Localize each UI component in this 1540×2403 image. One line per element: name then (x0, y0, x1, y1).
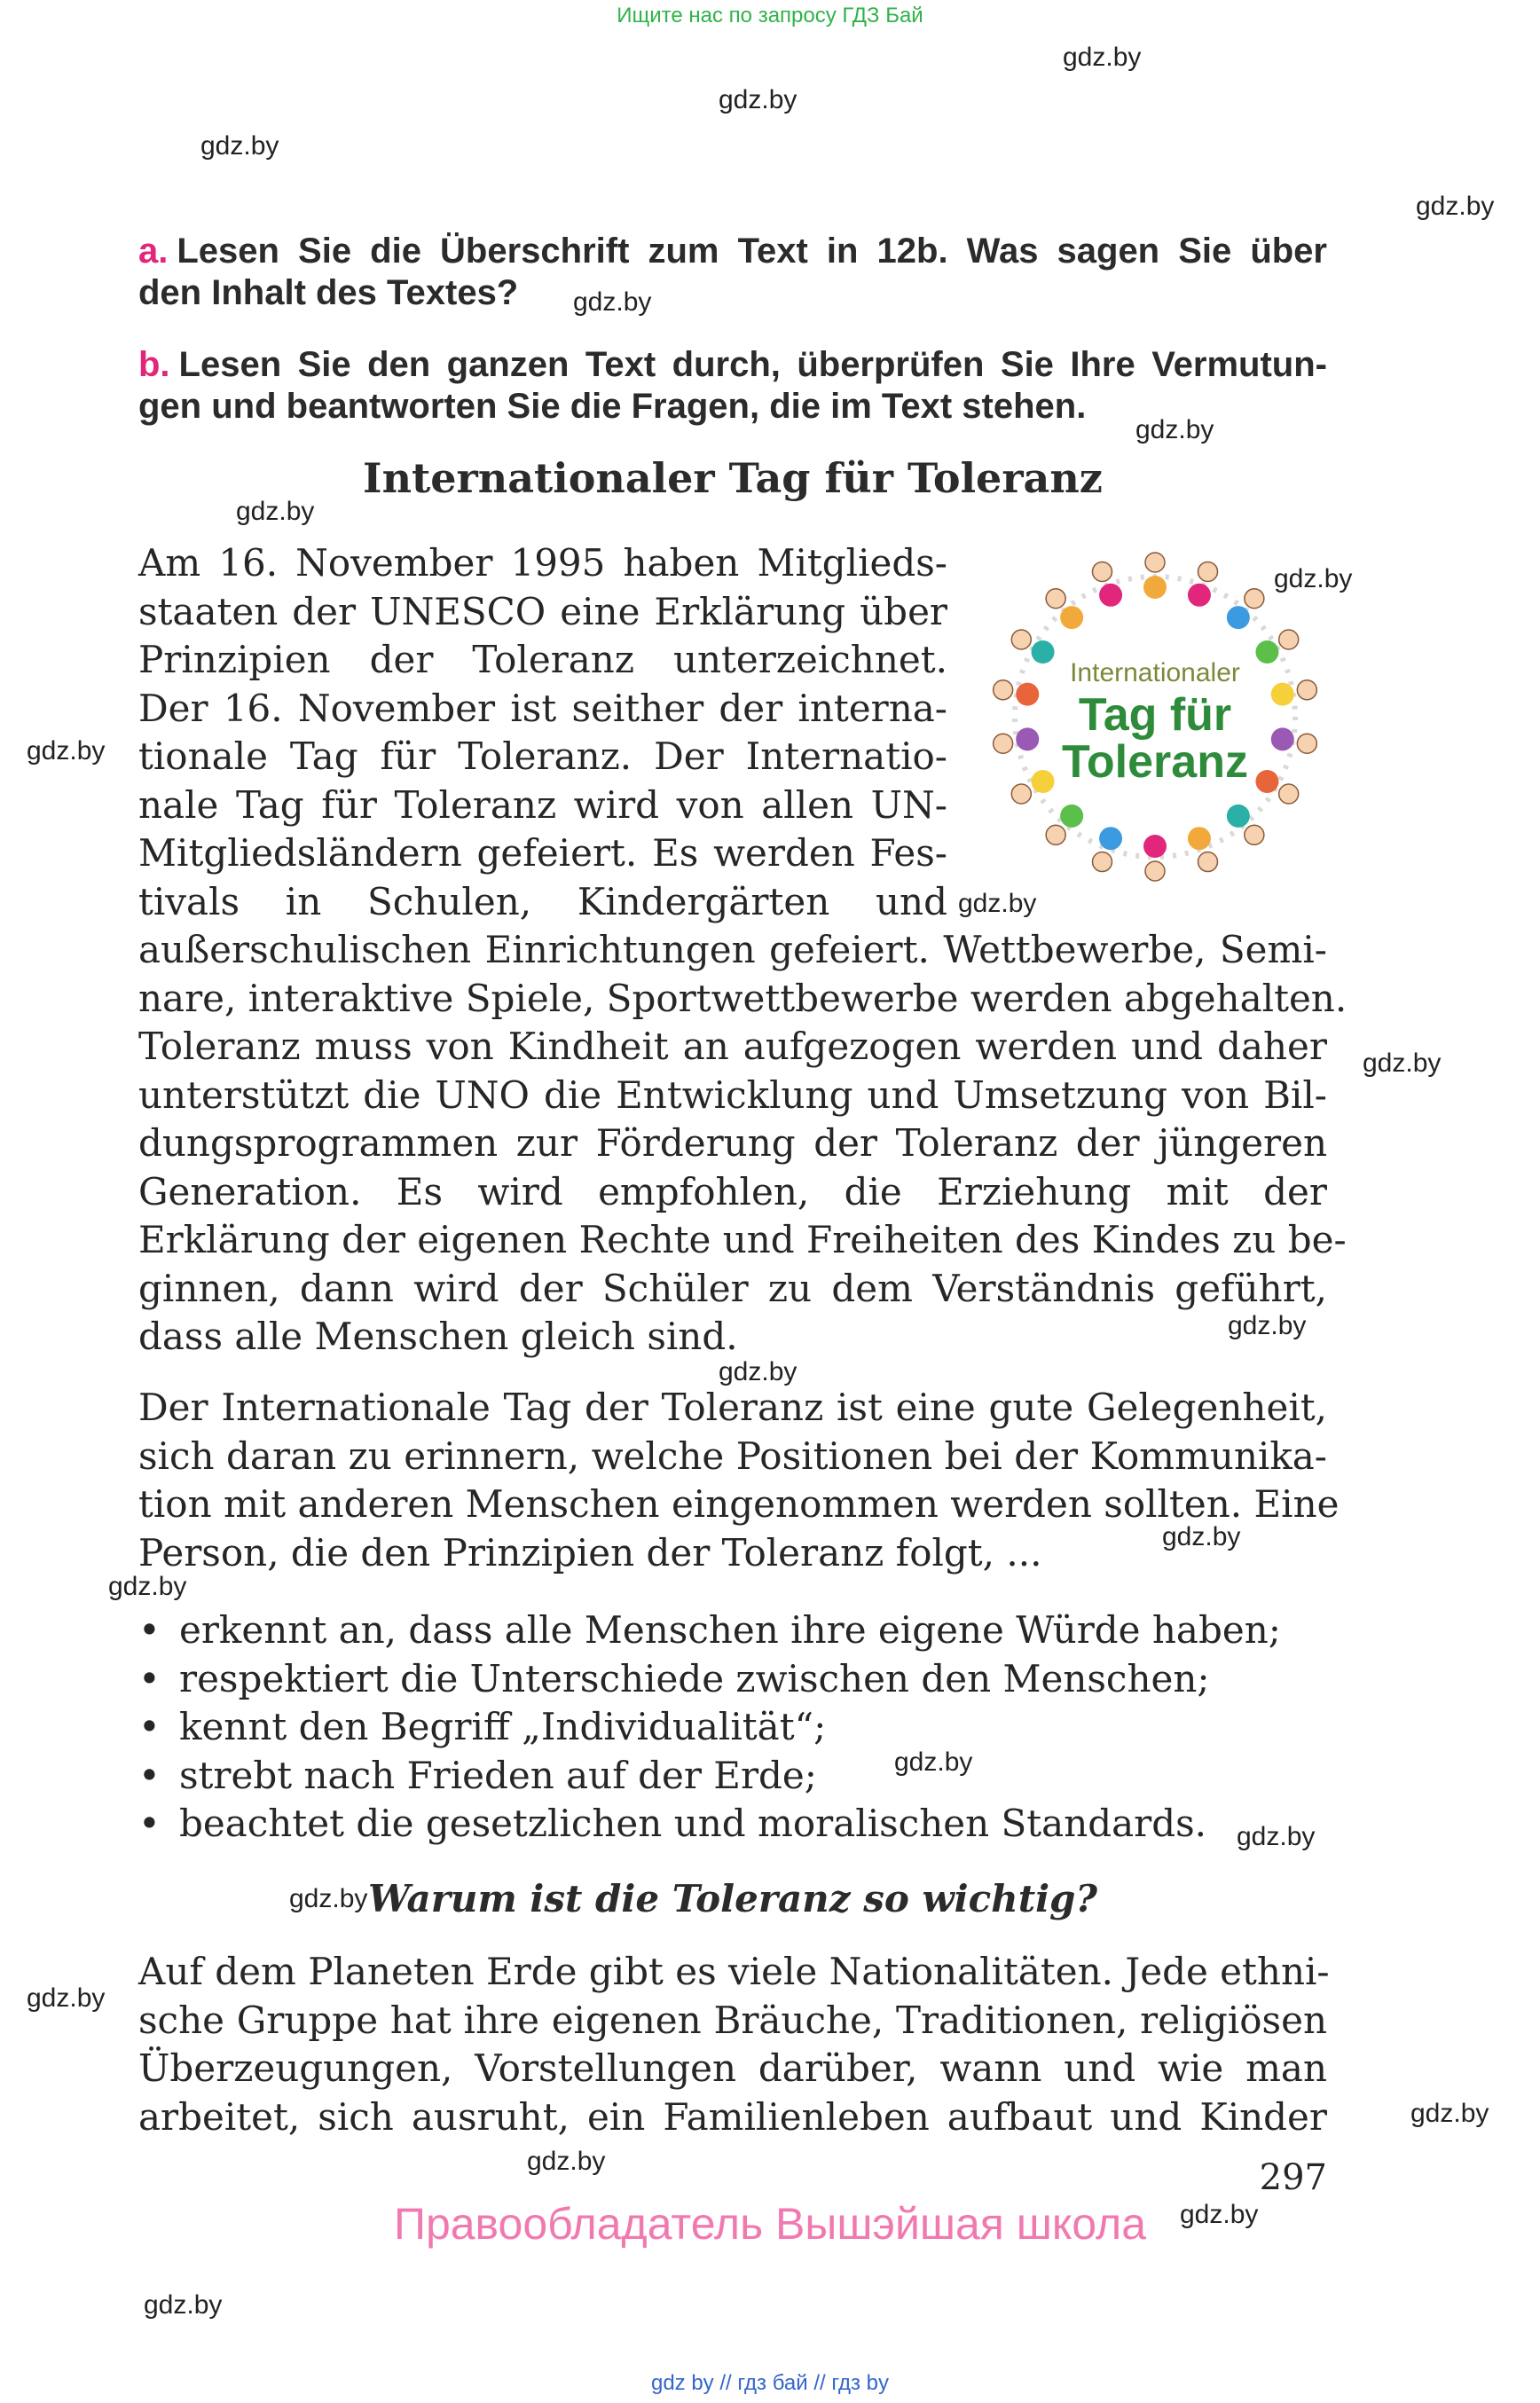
text-line: tivals in Schulen, Kindergärten und (138, 879, 947, 923)
text-line: unterstützt die UNO die Entwicklung und Umsetzung von Bil- (138, 1072, 1327, 1117)
text-line: Mitgliedsländern gefeiert. Es werden Fes- (138, 831, 947, 875)
watermark: gdz.by (27, 736, 106, 766)
paragraph-1 (138, 539, 1348, 1362)
task-a (138, 231, 1327, 314)
text-line: Der Internationale Tag der Toleranz ist eine gute Gelegenheit, (138, 1386, 1327, 1429)
task-b-line1: Lesen Sie den ganzen Text durch, überprüfen Sie Ihre Vermutun- (178, 345, 1327, 384)
text-line: sche Gruppe hat ihre eigenen Bräuche, Traditionen, religiösen (138, 1998, 1327, 2042)
text-line: Prinzipien der Toleranz unterzeichnet. (138, 638, 947, 681)
watermark: gdz.by (527, 2147, 606, 2176)
bullet-icon: • (138, 1802, 161, 1845)
task-b (138, 344, 1327, 428)
list-item-text: kennt den Begriff „Individualität“; (179, 1705, 827, 1748)
watermark: gdz.by (1416, 192, 1495, 221)
text-line: Erklärung der eigenen Rechte und Freiheiten des Kindes zu be- (138, 1218, 1347, 1261)
bottom-links-note: gdz by // гдз бай // гдз by (650, 2371, 890, 2395)
task-a-line1: Lesen Sie die Überschrift zum Text in 12b. Was sagen Sie über (177, 232, 1327, 271)
text-line: außerschulischen Einrichtungen gefeiert. Wettbewerbe, Semi- (138, 928, 1327, 971)
text-line: Überzeugungen, Vorstellungen darüber, wann und wie man (138, 2046, 1327, 2090)
text-line: Person, die den Prinzipien der Toleranz folgt, ... (138, 1530, 1042, 1575)
bullet-icon: • (138, 1608, 161, 1652)
text-line: ginnen, dann wird der Schüler zu dem Verständnis geführt, (138, 1266, 1327, 1310)
page-number: 297 (1259, 2157, 1327, 2198)
list-item-text: erkennt an, dass alle Menschen ihre eigene Würde haben; (179, 1608, 1281, 1652)
task-b-letter: b. (138, 345, 170, 384)
text-line: dass alle Menschen gleich sind. (138, 1315, 738, 1358)
illustration-line1: Internationaler (1070, 658, 1240, 687)
watermark: gdz.by (108, 1572, 187, 1601)
watermark: gdz.by (289, 1884, 368, 1913)
watermark: gdz.by (894, 1747, 973, 1777)
section-subheading: Warum ist die Toleranz so wichtig? (367, 1877, 1098, 1920)
watermark: gdz.by (1363, 1048, 1442, 1078)
watermark: gdz.by (1228, 1311, 1307, 1340)
watermark: gdz.by (200, 131, 279, 161)
paragraph-3 (138, 1948, 1330, 2141)
watermark: gdz.by (1063, 43, 1142, 72)
list-item-text: strebt nach Frieden auf der Erde; (179, 1753, 817, 1797)
principles-list (138, 1606, 1327, 1849)
list-item (138, 1800, 1327, 1849)
watermark: gdz.by (1410, 2099, 1489, 2128)
top-search-note: Ищите нас по запросу ГДЗ Бай (617, 4, 923, 27)
watermark: gdz.by (573, 287, 652, 317)
task-a-line2: den Inhalt des Textes? (138, 273, 519, 312)
list-item (138, 1703, 1327, 1752)
watermark: gdz.by (719, 85, 798, 114)
copyright-owner-note: Правообладатель Вышэйшая школа (394, 2199, 1146, 2249)
list-item (138, 1752, 1327, 1801)
text-line: sich daran zu erinnern, welche Positionen bei der Kommunika- (138, 1433, 1327, 1478)
text-line: Der 16. November ist seither der interna- (138, 686, 947, 730)
illustration-line2: Tag für (1078, 689, 1232, 741)
watermark: gdz.by (719, 1357, 798, 1386)
watermark: gdz.by (958, 889, 1037, 918)
text-line: arbeitet, sich ausruht, ein Familienleben aufbaut und Kinder (138, 2094, 1327, 2139)
list-item (138, 1606, 1327, 1655)
text-line: nale Tag für Toleranz wird von allen UN- (138, 782, 947, 827)
watermark: gdz.by (144, 2290, 223, 2320)
text-line: Auf dem Planeten Erde gibt es viele Nationalitäten. Jede ethni- (138, 1950, 1330, 1993)
watermark: gdz.by (1237, 1822, 1316, 1851)
watermark: gdz.by (1135, 415, 1214, 444)
list-item (138, 1655, 1327, 1704)
text-line: nare, interaktive Spiele, Sportwettbewerbe werden abgehalten. (138, 976, 1348, 1020)
text-line: staaten der UNESCO eine Erklärung über (138, 589, 947, 633)
list-item-text: respektiert die Unterschiede zwischen den Menschen; (179, 1656, 1210, 1700)
watermark: gdz.by (1162, 1522, 1241, 1551)
paragraph-2 (138, 1384, 1340, 1577)
illustration-line3: Toleranz (1062, 736, 1248, 788)
text-line: tionale Tag für Toleranz. Der Internatio- (138, 734, 947, 778)
text-line: Generation. Es wird empfohlen, die Erziehung mit der (138, 1169, 1327, 1213)
task-b-line2: gen und beantworten Sie die Fragen, die im Text stehen. (138, 387, 1087, 426)
bullet-icon: • (138, 1753, 161, 1797)
bullet-icon: • (138, 1656, 161, 1700)
list-item-text: beachtet die gesetzlichen und moralischen Standards. (179, 1802, 1207, 1845)
task-a-letter: a. (138, 232, 169, 271)
text-line: Am 16. November 1995 haben Mitglieds- (138, 541, 947, 585)
article-title: Internationaler Tag für Toleranz (363, 454, 1103, 502)
text-line: Toleranz muss von Kindheit an aufgezogen werden und daher (138, 1025, 1327, 1068)
watermark: gdz.by (1274, 564, 1353, 593)
watermark: gdz.by (236, 497, 315, 526)
text-line: dungsprogrammen zur Förderung der Toleranz der jüngeren (138, 1121, 1327, 1165)
watermark: gdz.by (1180, 2200, 1259, 2229)
bullet-icon: • (138, 1705, 161, 1748)
watermark: gdz.by (27, 1983, 106, 2013)
text-line: tion mit anderen Menschen eingenommen werden sollten. Eine (138, 1482, 1340, 1526)
